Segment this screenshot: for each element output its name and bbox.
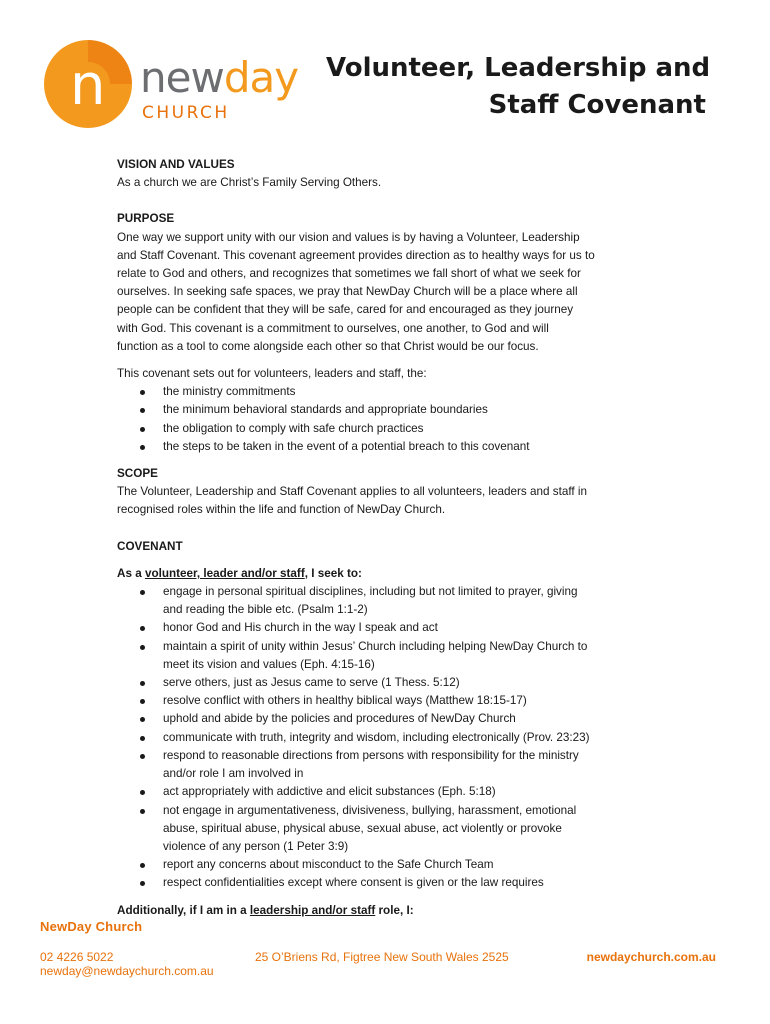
svg-text:newday: newday <box>140 53 299 102</box>
purpose-paragraph <box>117 229 657 356</box>
logo-initial: n <box>70 53 106 118</box>
list-item <box>117 692 657 710</box>
list-item <box>117 802 657 857</box>
list-item <box>117 638 657 674</box>
list-item-line: report any concerns about misconduct to the Safe Church Team <box>163 858 494 872</box>
list-item-line: meet its vision and values (Eph. 4:15-16) <box>163 657 375 671</box>
list-item: the obligation to comply with safe church practices <box>117 420 657 438</box>
newday-church-logo <box>40 34 320 134</box>
purpose-line: ourselves. In seeking safe spaces, we pray that NewDay Church will be a place where all <box>117 285 578 299</box>
list-item-line: abuse, spiritual abuse, physical abuse, sexual abuse, act violently or provoke <box>163 821 562 835</box>
covenant-intro: As a volunteer, leader and/or staff, I seek to: <box>117 566 362 580</box>
footer-org-name: NewDay Church <box>40 919 143 934</box>
scope-heading: SCOPE <box>117 467 158 481</box>
footer-email-link[interactable]: newday@newdaychurch.com.au <box>40 964 214 978</box>
additional-intro: Additionally, if I am in a leadership and/or staff role, I: <box>117 903 414 917</box>
list-item <box>117 710 657 728</box>
vision-text: As a church we are Christ’s Family Serving Others. <box>117 176 382 190</box>
scope-line: recognised roles within the life and function of NewDay Church. <box>117 503 446 517</box>
purpose-intro: This covenant sets out for volunteers, leaders and staff, the: <box>117 367 427 381</box>
footer-phone: 02 4226 5022 <box>40 950 114 964</box>
purpose-line: function as a tool to come alongside each other so that Christ would be our focus. <box>117 339 539 353</box>
list-item-line: communicate with truth, integrity and wisdom, including electronically (Prov. 23:23) <box>163 730 590 744</box>
list-item-line: respond to reasonable directions from persons with responsibility for the ministry <box>163 748 579 762</box>
list-item-line: serve others, just as Jesus came to serve (1 Thess. 5:12) <box>163 676 460 690</box>
list-item: the ministry commitments <box>117 383 657 401</box>
covenant-heading: COVENANT <box>117 539 183 553</box>
additional-intro-underlined: leadership and/or staff <box>249 903 376 917</box>
scope-line: The Volunteer, Leadership and Staff Covenant applies to all volunteers, leaders and staff in <box>117 485 587 499</box>
title-line-2: Staff Covenant <box>488 90 706 120</box>
purpose-line: and Staff Covenant. This covenant agreement provides direction as to healthy ways for us to <box>117 248 595 262</box>
purpose-line: with God. This covenant is a commitment to ourselves, one another, to God and will <box>117 321 549 335</box>
covenant-list <box>117 583 657 892</box>
list-item: the steps to be taken in the event of a potential breach to this covenant <box>117 438 657 456</box>
vision-heading: VISION AND VALUES <box>117 158 235 171</box>
list-item <box>117 747 657 783</box>
list-item <box>117 856 657 874</box>
document-title <box>326 50 711 124</box>
list-item: the minimum behavioral standards and appropriate boundaries <box>117 401 657 419</box>
footer-website-link[interactable]: newdaychurch.com.au <box>586 950 716 964</box>
purpose-line: One way we support unity with our vision and values is by having a Volunteer, Leadership <box>117 230 580 244</box>
list-item-line: engage in personal spiritual disciplines, including but not limited to prayer, giving <box>163 585 578 599</box>
list-item <box>117 874 657 892</box>
footer-address: 25 O’Briens Rd, Figtree New South Wales 2525 <box>255 950 509 964</box>
list-item-line: act appropriately with addictive and elicit substances (Eph. 5:18) <box>163 785 496 799</box>
svg-text:CHURCH: CHURCH <box>142 103 230 123</box>
list-item-line: and reading the bible etc. (Psalm 1:1-2) <box>163 603 368 617</box>
list-item <box>117 583 657 619</box>
title-line-1: Volunteer, Leadership and <box>326 53 711 83</box>
footer-contact <box>40 950 214 978</box>
purpose-heading: PURPOSE <box>117 212 175 226</box>
document-body <box>117 156 657 920</box>
list-item-line: resolve conflict with others in healthy biblical ways (Matthew 18:15-17) <box>163 694 527 708</box>
list-item <box>117 619 657 637</box>
purpose-line: relate to God and others, and recognizes that sometimes we fall short of what we seek for <box>117 267 581 281</box>
list-item-line: respect confidentialities except where consent is given or the law requires <box>163 876 544 890</box>
list-item <box>117 674 657 692</box>
list-item-line: violence of any person (1 Peter 3:9) <box>163 839 349 853</box>
list-item-line: and/or role I am involved in <box>163 767 304 781</box>
list-item <box>117 783 657 801</box>
page-footer <box>40 919 730 986</box>
list-item-line: honor God and His church in the way I speak and act <box>163 621 438 635</box>
list-item-line: not engage in argumentativeness, divisiveness, bullying, harassment, emotional <box>163 803 577 817</box>
purpose-list <box>117 383 657 456</box>
purpose-line: people can be confident that they will be safe, cared for and encouraged as they journey <box>117 303 574 317</box>
list-item-line: uphold and abide by the policies and procedures of NewDay Church <box>163 712 516 726</box>
covenant-intro-underlined: volunteer, leader and/or staff <box>144 566 305 580</box>
list-item-line: maintain a spirit of unity within Jesus’ Church including helping NewDay Church to <box>163 639 588 653</box>
list-item <box>117 729 657 747</box>
